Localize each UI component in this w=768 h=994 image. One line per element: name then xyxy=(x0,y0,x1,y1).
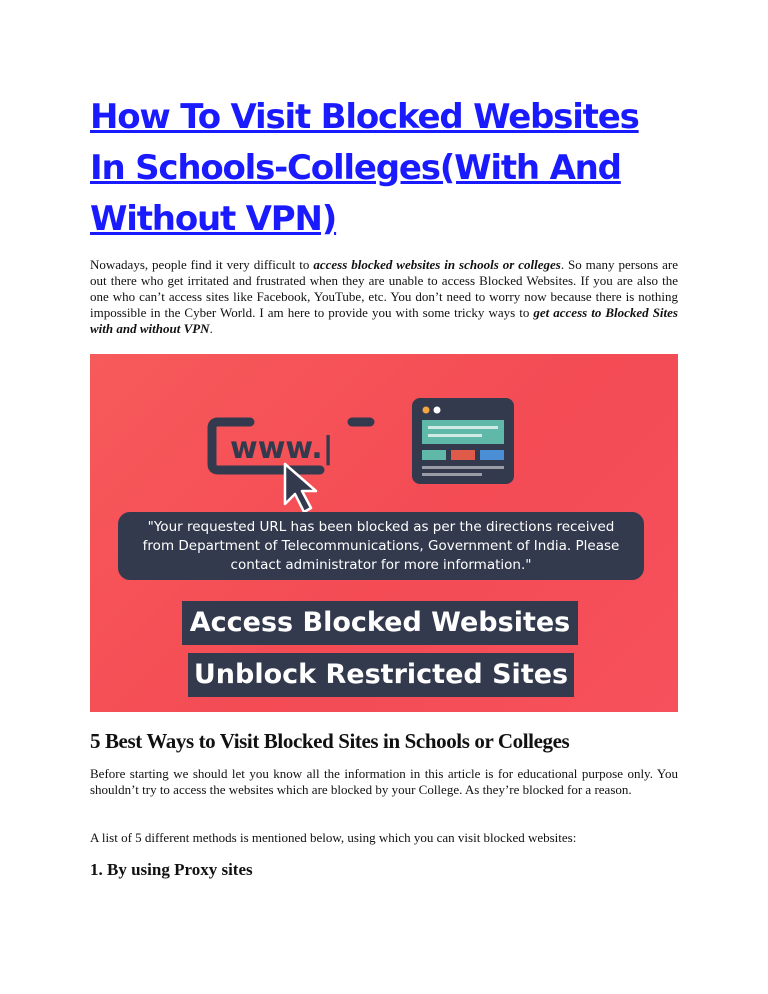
hero-image xyxy=(90,354,678,712)
method-heading: 1. By using Proxy sites xyxy=(90,860,253,879)
section-paragraph-2: A list of 5 different methods is mentioned below, using which you can visit blocked websites: xyxy=(90,830,577,845)
section-paragraph-1: Before starting we should let you know all the information in this article is for educational purpose only. You shouldn’t try to access the websites which are blocked by your College. As they’re blocked for a reason. xyxy=(90,766,678,797)
intro-text-3: . xyxy=(209,321,213,336)
intro-text-1: Nowadays, people find it very difficult to xyxy=(90,257,314,272)
intro-emphasis-2: get access to Blocked Sites with and without VPN xyxy=(90,305,678,336)
browser-window-icon xyxy=(412,398,514,484)
url-bar-icon xyxy=(90,354,678,514)
article xyxy=(90,92,678,337)
section-heading: 5 Best Ways to Visit Blocked Sites in Schools or Colleges xyxy=(90,729,570,753)
article-title[interactable]: How To Visit Blocked Websites In Schools-Colleges(With And Without VPN) xyxy=(90,97,639,239)
banner-unblock-restricted: Unblock Restricted Sites xyxy=(188,653,574,697)
blocked-message: "Your requested URL has been blocked as per the directions received from Department of Telecommunications, Government of India. Please contact administrator for more information." xyxy=(118,512,644,580)
intro-text-2: . So many persons are out there who get irritated and frustrated when they are unable to access Blocked Websites. If you are also the one who can’t access sites like Facebook, YouTube, etc. You don’t need to worry now because there is nothing impossible in the Cyber World. I am here to provide you with some tricky ways to xyxy=(90,257,678,320)
banner-access-blocked: Access Blocked Websites xyxy=(182,601,578,645)
url-bar-text: www.| xyxy=(230,431,334,466)
intro-paragraph xyxy=(90,257,678,337)
intro-emphasis-1: access blocked websites in schools or colleges xyxy=(313,257,561,272)
